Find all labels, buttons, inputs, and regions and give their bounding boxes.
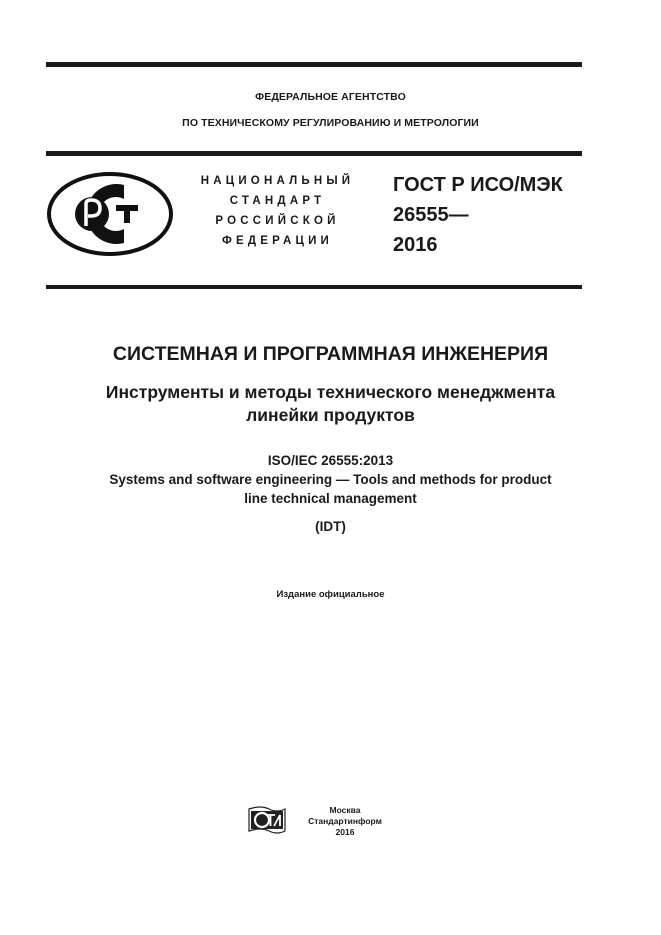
standard-block-rule [46,285,582,289]
designation-line: 26555— [393,204,469,226]
subtitle [0,381,661,427]
iso-title-line: line technical management [244,491,417,506]
equivalence-label: (IDT) [315,519,346,534]
subtitle-line: Инструменты и методы технического менеджмента [105,382,556,402]
standard-designation [393,170,563,260]
designation-line: ГОСТ Р ИСО/МЭК [393,174,563,196]
agency-line-2: ПО ТЕХНИЧЕСКОМУ РЕГУЛИРОВАНИЮ И МЕТРОЛОГИИ [182,117,479,129]
national-standard-line: ФЕДЕРАЦИИ [221,235,334,247]
iso-title-line: Systems and software engineering — Tools and methods for product [109,472,552,487]
subtitle-line: линейки продуктов [246,405,415,425]
publisher-imprint [300,805,390,838]
designation-line: 2016 [393,234,438,256]
publisher-name: Стандартинформ [308,816,382,826]
iso-code: ISO/IEC 26555:2013 [267,453,394,468]
gost-r-logo-icon [46,171,174,257]
header-rule [46,151,582,156]
publisher-city: Москва [329,805,361,815]
agency-line-1: ФЕДЕРАЛЬНОЕ АГЕНТСТВО [255,91,406,103]
national-standard-line: РОССИЙСКОЙ [215,215,340,227]
publisher-year: 2016 [335,827,355,837]
national-standard-line: СТАНДАРТ [229,195,326,207]
edition-label: Издание официальное [276,589,385,600]
main-title: СИСТЕМНАЯ И ПРОГРАММНАЯ ИНЖЕНЕРИЯ [112,343,549,365]
top-rule [46,62,582,67]
standartinform-logo-icon [247,805,287,835]
national-standard-label [190,171,365,251]
international-standard [0,451,661,508]
national-standard-line: НАЦИОНАЛЬНЫЙ [200,175,355,187]
